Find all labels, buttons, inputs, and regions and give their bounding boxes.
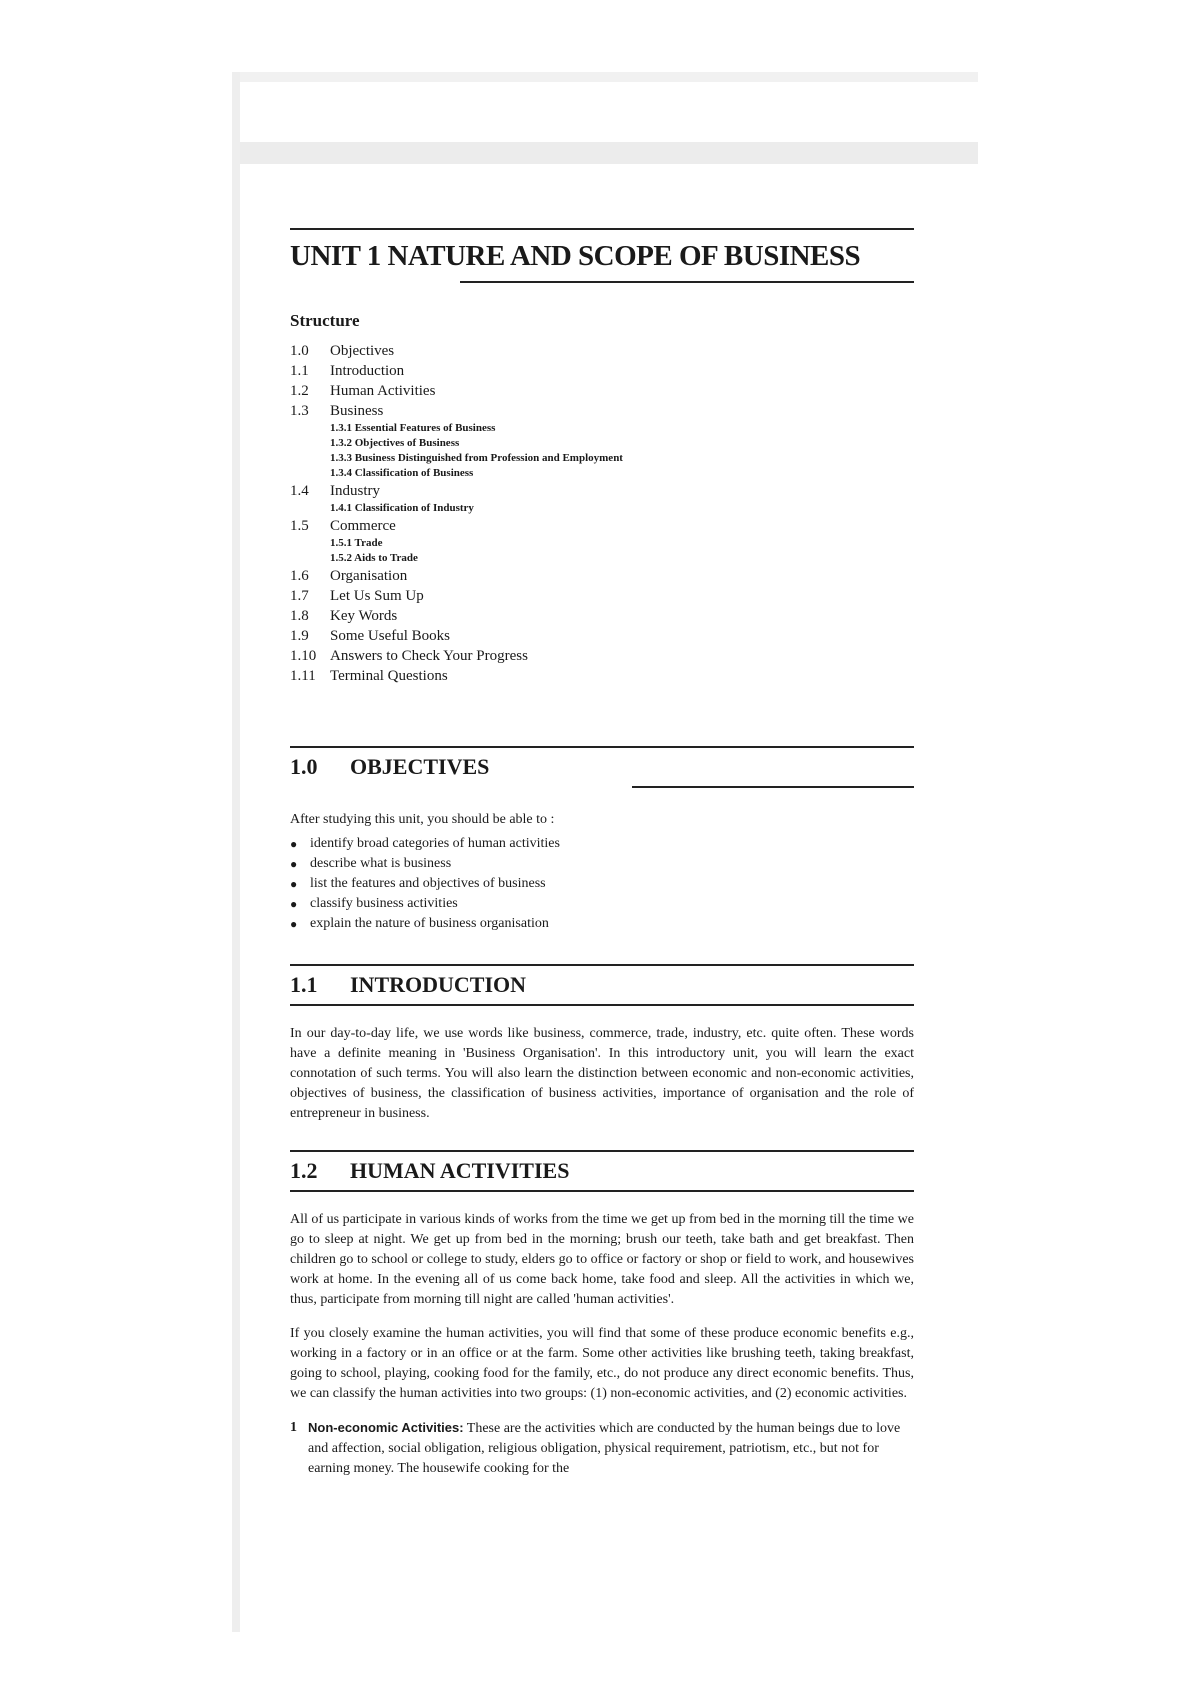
toc-number: 1.0: [290, 343, 309, 359]
bullet-icon: ●: [290, 877, 298, 891]
objective-text: describe what is business: [310, 856, 452, 871]
toc-number: 1.10: [290, 648, 317, 664]
bullet-icon: ●: [290, 857, 298, 871]
toc-item: [290, 566, 914, 586]
section-number: 1.0: [290, 754, 318, 779]
title-bottom-rule: [460, 281, 914, 283]
toc-item: [290, 381, 914, 401]
toc-subitem: 1.3.3 Business Distinguished from Profession and Employment: [330, 452, 623, 464]
document-viewer[interactable]: [232, 72, 978, 1632]
introduction-bottom-rule: [290, 1004, 914, 1006]
bullet-icon: ●: [290, 897, 298, 911]
objective-bullet: [290, 854, 914, 874]
viewer-separator-band: [240, 142, 978, 164]
toc-item: [290, 361, 914, 381]
non-economic-activities-item: [290, 1418, 914, 1479]
table-of-contents: [290, 341, 914, 686]
toc-label: Human Activities: [330, 383, 436, 399]
toc-item: [290, 586, 914, 606]
item-number: 1: [290, 1420, 297, 1435]
section-title: INTRODUCTION: [350, 972, 527, 997]
toc-item: [290, 626, 914, 646]
toc-subitem: 1.3.1 Essential Features of Business: [330, 422, 496, 434]
introduction-heading: [290, 966, 914, 1004]
human-activities-para-1: All of us participate in various kinds of works from the time we get up from bed in the morning till the time we go to sleep at night. We get up from bed in the morning; brush our teeth, take bath and get breakfast. Then children go to school or college to study, elders go to office or factory or shop or field to work, and housewives work at home. In the evening all of us come back home, take food and sleep. All the activities in which we, thus, participate from morning till night are called 'human activities'.: [290, 1212, 914, 1307]
toc-number: 1.2: [290, 383, 309, 399]
human-activities-bottom-rule: [290, 1190, 914, 1192]
objectives-intro: After studying this unit, you should be able to :: [290, 812, 555, 827]
viewer-top-band: [240, 72, 978, 82]
toc-item: [290, 401, 914, 421]
objective-bullet: [290, 894, 914, 914]
toc-label: Industry: [330, 483, 380, 499]
toc-label: Commerce: [330, 518, 396, 534]
toc-number: 1.9: [290, 628, 309, 644]
toc-number: 1.11: [290, 668, 316, 684]
item-title: Non-economic Activities:: [308, 1420, 464, 1435]
toc-number: 1.3: [290, 403, 309, 419]
toc-item: [290, 341, 914, 361]
toc-subitem: 1.5.1 Trade: [330, 537, 383, 549]
human-activities-para-2: If you closely examine the human activities, you will find that some of these produce economic benefits e.g., working in a factory or in an office or at the farm. Some other activities like brushing teeth, taking breakfast, going to school, playing, cooking food for the family, etc., do not produce any direct economic benefits. Thus, we can classify the human activities into two groups: (1) non-economic activities, and (2) economic activities.: [290, 1326, 914, 1401]
objective-text: classify business activities: [310, 896, 458, 911]
section-title: HUMAN ACTIVITIES: [350, 1158, 570, 1183]
toc-item: [290, 516, 914, 536]
toc-label: Key Words: [330, 608, 398, 624]
toc-subitem: 1.3.2 Objectives of Business: [330, 437, 460, 449]
structure-heading: Structure: [290, 311, 360, 330]
toc-label: Business: [330, 403, 384, 419]
toc-label: Terminal Questions: [330, 668, 448, 684]
bullet-icon: ●: [290, 837, 298, 851]
item-body: [308, 1418, 914, 1479]
objective-bullet: [290, 914, 914, 934]
toc-label: Some Useful Books: [330, 628, 450, 644]
toc-number: 1.5: [290, 518, 309, 534]
toc-item: [290, 666, 914, 686]
toc-subitem: 1.3.4 Classification of Business: [330, 467, 474, 479]
objective-text: identify broad categories of human activities: [310, 836, 560, 851]
objectives-list: [290, 834, 914, 934]
introduction-text: In our day-to-day life, we use words like business, commerce, trade, industry, etc. quite often. These words have a definite meaning in 'Business Organisation'. In this introductory unit, you will learn the exact connotation of such terms. You will also learn the distinction between economic and non-economic activities, objectives of business, the classification of business activities, importance of organisation and the role of entrepreneur in business.: [290, 1026, 914, 1121]
objective-bullet: [290, 834, 914, 854]
item-text: These are the activities which are conducted by the human beings due to love and affection, social obligation, religious obligation, physical requirement, patriotism, etc., but not for earning money. The housewife cooking for the: [308, 1421, 901, 1476]
objective-bullet: [290, 874, 914, 894]
toc-number: 1.8: [290, 608, 309, 624]
section-number: 1.2: [290, 1158, 318, 1183]
toc-number: 1.1: [290, 363, 309, 379]
bullet-icon: ●: [290, 917, 298, 931]
toc-subitem: 1.4.1 Classification of Industry: [330, 502, 474, 514]
toc-item: [290, 481, 914, 501]
toc-label: Objectives: [330, 343, 395, 359]
section-number: 1.1: [290, 972, 318, 997]
title-top-rule: [290, 228, 914, 230]
objectives-bottom-rule: [632, 786, 914, 788]
toc-item: [290, 606, 914, 626]
objective-text: explain the nature of business organisation: [310, 916, 549, 931]
toc-label: Answers to Check Your Progress: [330, 648, 528, 664]
section-title: OBJECTIVES: [350, 754, 490, 779]
unit-title: UNIT 1 NATURE AND SCOPE OF BUSINESS: [290, 240, 861, 272]
objective-text: list the features and objectives of business: [310, 876, 546, 891]
human-activities-heading: [290, 1152, 914, 1190]
toc-label: Organisation: [330, 568, 408, 584]
toc-subitem: 1.5.2 Aids to Trade: [330, 552, 418, 564]
toc-label: Introduction: [330, 363, 405, 379]
toc-number: 1.7: [290, 588, 309, 604]
toc-number: 1.4: [290, 483, 309, 499]
toc-number: 1.6: [290, 568, 309, 584]
toc-item: [290, 646, 914, 666]
objectives-heading: [290, 748, 914, 786]
toc-label: Let Us Sum Up: [330, 588, 424, 604]
document-page: [290, 228, 914, 1479]
